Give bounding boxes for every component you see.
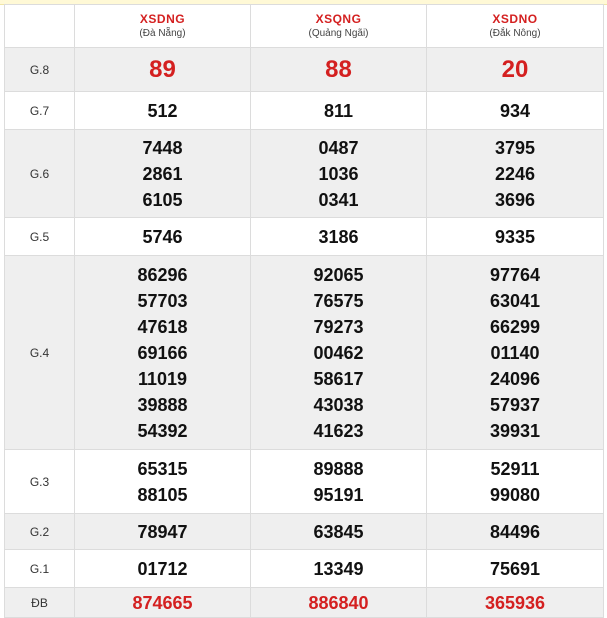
prize-number: 3795 <box>494 137 536 158</box>
prize-cell <box>75 218 251 256</box>
prize-number: 99080 <box>489 484 541 505</box>
prize-number: 57937 <box>489 394 541 415</box>
prize-cell <box>427 588 604 618</box>
prize-number: 24096 <box>489 368 541 389</box>
results-body <box>5 48 604 618</box>
prize-row <box>5 514 604 550</box>
prize-number: 54392 <box>137 420 188 441</box>
province-name: (Đà Nẵng) <box>139 28 186 39</box>
prize-number: 41623 <box>313 420 364 441</box>
prize-number: 76575 <box>313 290 364 311</box>
prize-number: 9335 <box>494 226 536 247</box>
prize-number: 2861 <box>142 163 183 184</box>
prize-number: 75691 <box>489 558 541 579</box>
prize-label: G.2 <box>5 514 75 550</box>
prize-cell <box>251 256 427 450</box>
prize-cell <box>427 218 604 256</box>
prize-cell <box>75 514 251 550</box>
prize-row <box>5 218 604 256</box>
prize-number: 7448 <box>142 137 183 158</box>
prize-number: 365936 <box>484 592 546 613</box>
prize-cell <box>75 550 251 588</box>
prize-label: G.8 <box>5 48 75 92</box>
prize-number: 13349 <box>313 558 364 579</box>
prize-cell <box>75 588 251 618</box>
prize-cell <box>251 92 427 130</box>
prize-cell <box>427 256 604 450</box>
prize-number: 00462 <box>313 342 364 363</box>
prize-cell <box>251 588 427 618</box>
prize-number: 6105 <box>142 189 183 210</box>
prize-number: 874665 <box>132 592 193 613</box>
prize-number: 43038 <box>313 394 364 415</box>
prize-number: 65315 <box>137 458 188 479</box>
prize-number: 47618 <box>137 316 188 337</box>
prize-cell <box>251 550 427 588</box>
prize-label: G.7 <box>5 92 75 130</box>
prize-cell <box>427 92 604 130</box>
prize-cell <box>75 92 251 130</box>
province-code[interactable]: XSDNO <box>492 12 538 26</box>
province-name: (Quảng Ngãi) <box>308 28 369 39</box>
prize-cell <box>427 550 604 588</box>
prize-number: 57703 <box>137 290 188 311</box>
header-corner <box>5 5 75 48</box>
prize-number: 39888 <box>137 394 188 415</box>
prize-number: 95191 <box>313 484 364 505</box>
prize-number: 3696 <box>494 189 536 210</box>
province-code[interactable]: XSQNG <box>315 12 362 26</box>
prize-number: 811 <box>323 100 354 121</box>
prize-number: 58617 <box>313 368 364 389</box>
prize-number: 79273 <box>313 316 364 337</box>
prize-number: 3186 <box>318 226 359 247</box>
prize-number: 0341 <box>318 189 359 210</box>
prize-number: 97764 <box>489 264 541 285</box>
prize-number: 934 <box>499 100 531 121</box>
prize-label: G.4 <box>5 256 75 450</box>
prize-cell <box>75 450 251 514</box>
prize-label: G.6 <box>5 130 75 218</box>
prize-number: 84496 <box>489 521 541 542</box>
prize-cell <box>75 256 251 450</box>
prize-number: 11019 <box>137 368 188 389</box>
prize-cell <box>251 514 427 550</box>
prize-number: 88105 <box>137 484 188 505</box>
prize-number: 886840 <box>308 592 369 613</box>
prize-cell <box>427 130 604 218</box>
prize-number: 01140 <box>490 342 540 363</box>
prize-label: G.3 <box>5 450 75 514</box>
prize-number: 20 <box>501 55 529 83</box>
prize-cell <box>251 218 427 256</box>
prize-cell <box>427 450 604 514</box>
prize-label: ĐB <box>5 588 75 618</box>
prize-cell <box>75 48 251 92</box>
prize-cell <box>251 48 427 92</box>
prize-row <box>5 48 604 92</box>
prize-row <box>5 550 604 588</box>
prize-cell <box>251 130 427 218</box>
prize-number: 2246 <box>494 163 536 184</box>
prize-cell <box>251 450 427 514</box>
province-header-danang[interactable] <box>75 5 251 48</box>
prize-number: 92065 <box>313 264 364 285</box>
prize-row <box>5 130 604 218</box>
province-code[interactable]: XSDNG <box>139 12 186 26</box>
prize-cell <box>75 130 251 218</box>
prize-number: 89 <box>149 55 176 83</box>
prize-row <box>5 450 604 514</box>
prize-number: 63041 <box>489 290 541 311</box>
prize-cell <box>427 48 604 92</box>
prize-number: 512 <box>147 100 178 121</box>
header-row <box>5 5 604 48</box>
prize-row <box>5 588 604 618</box>
prize-cell <box>427 514 604 550</box>
prize-label: G.1 <box>5 550 75 588</box>
prize-label: G.5 <box>5 218 75 256</box>
prize-row <box>5 92 604 130</box>
prize-number: 86296 <box>137 264 188 285</box>
lottery-results-table <box>4 4 604 618</box>
prize-number: 39931 <box>489 420 541 441</box>
prize-number: 0487 <box>318 137 359 158</box>
province-name: (Đắk Nông) <box>489 28 541 39</box>
prize-number: 66299 <box>489 316 541 337</box>
province-header-quangngai[interactable] <box>251 5 427 48</box>
prize-number: 1036 <box>318 163 359 184</box>
prize-number: 69166 <box>137 342 188 363</box>
prize-number: 89888 <box>313 458 364 479</box>
prize-row <box>5 256 604 450</box>
province-header-daknong[interactable] <box>427 5 604 48</box>
prize-number: 5746 <box>142 226 183 247</box>
prize-number: 52911 <box>490 458 540 479</box>
prize-number: 78947 <box>137 521 188 542</box>
prize-number: 88 <box>325 55 352 83</box>
prize-number: 63845 <box>313 521 364 542</box>
prize-number: 01712 <box>137 558 188 579</box>
